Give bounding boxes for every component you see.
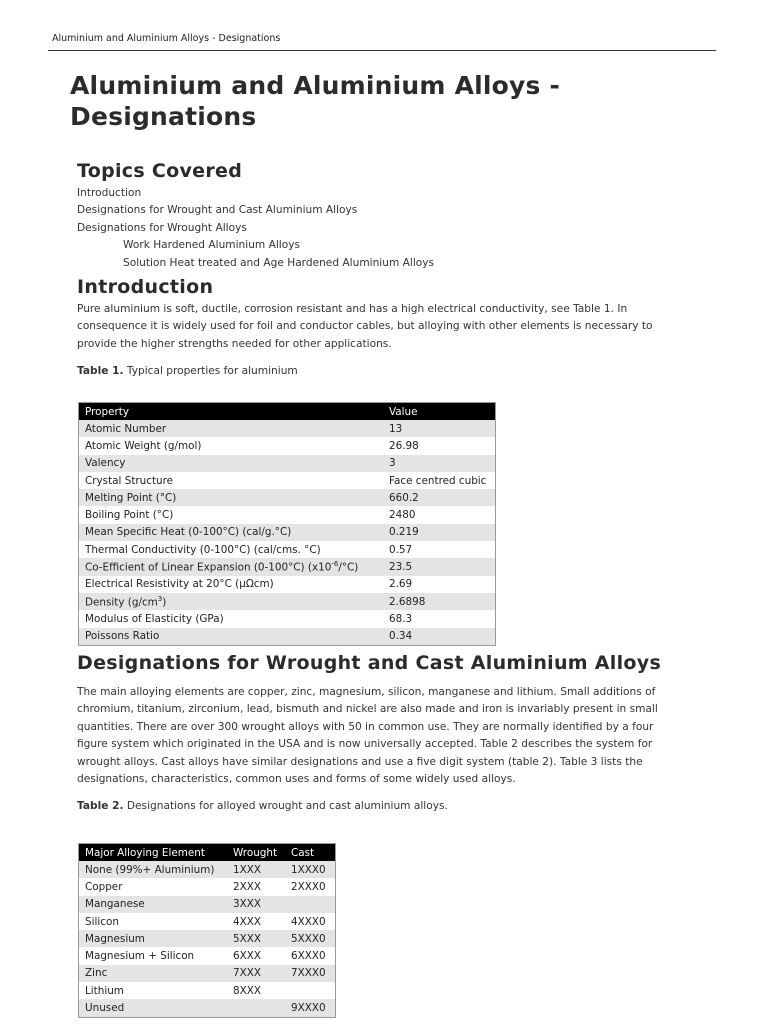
table-row (79, 524, 496, 541)
expansion-label: Co-Efficient of Linear Expansion (0-100°C) (x10 (85, 561, 332, 574)
designations-paragraph: The main alloying elements are copper, zinc, magnesium, silicon, manganese and lithium. Small additions of chromium, titanium, zirconium, lead, bismuth and nickel are also made and iron is invariably present in small quantities. There are over 300 wrought alloys with 50 in common use. They are normally identified by a four figure system which originated in the USA and is now universally accepted. Table 2 describes the system for wrought alloys. Cast alloys have similar designations and use a five digit system (table 2). Table 3 lists the designations, characteristics, common uses and forms of some widely used alloys. (77, 686, 658, 786)
table-row (79, 913, 336, 930)
page-title: Aluminium and Aluminium Alloys - Designations (70, 71, 561, 131)
table2-header-element: Major Alloying Element (79, 844, 228, 862)
value-cell: 0.57 (383, 541, 496, 558)
cast-cell (285, 896, 336, 913)
topics-covered (77, 160, 434, 272)
value-cell: 13 (383, 420, 496, 437)
property-cell (79, 558, 384, 575)
table-row (79, 861, 336, 878)
property-cell: Electrical Resistivity at 20°C (µΩcm) (79, 576, 384, 593)
designations-section (77, 652, 677, 816)
table2-caption-label: Table 2. (77, 800, 124, 813)
table-row (79, 999, 336, 1017)
table2-caption (77, 798, 677, 815)
cast-cell: 2XXX0 (285, 878, 336, 895)
table-row (79, 558, 496, 575)
table-row (79, 455, 496, 472)
table-row (79, 489, 496, 506)
property-cell: Crystal Structure (79, 472, 384, 489)
wrought-cell: 1XXX (227, 861, 285, 878)
table-row (79, 576, 496, 593)
property-cell: Atomic Weight (g/mol) (79, 437, 384, 454)
value-cell: 23.5 (383, 558, 496, 575)
table2-header-cast: Cast (285, 844, 336, 862)
table-row (79, 628, 496, 646)
table-alloy-designations (78, 843, 336, 1018)
element-cell: Zinc (79, 965, 228, 982)
table-row (79, 420, 496, 437)
introduction-heading: Introduction (77, 276, 214, 298)
property-cell: Melting Point (°C) (79, 489, 384, 506)
topic-link-designations-wrought[interactable]: Designations for Wrought Alloys (77, 221, 247, 234)
value-cell: 0.34 (383, 628, 496, 646)
introduction-paragraph: Pure aluminium is soft, ductile, corrosion resistant and has a high electrical conductivity, see Table 1. In consequence it is widely used for foil and conductor cables, but alloying with other elements is necessary to provide the higher strengths needed for other applications. (77, 303, 653, 350)
running-head: Aluminium and Aluminium Alloys - Designations (52, 33, 281, 44)
value-cell: 3 (383, 455, 496, 472)
page-title-block (70, 70, 690, 132)
element-cell: Magnesium + Silicon (79, 947, 228, 964)
value-cell: 2480 (383, 506, 496, 523)
property-cell: Thermal Conductivity (0-100°C) (cal/cms. °C) (79, 541, 384, 558)
expansion-exponent: -6 (331, 560, 339, 569)
wrought-cell: 5XXX (227, 930, 285, 947)
topic-link-heat-treated[interactable]: Solution Heat treated and Age Hardened Aluminium Alloys (123, 256, 435, 269)
table1-caption-label: Table 1. (77, 365, 124, 378)
wrought-cell: 2XXX (227, 878, 285, 895)
expansion-label-tail: /°C) (338, 561, 359, 574)
topic-link-introduction[interactable]: Introduction (77, 187, 142, 199)
value-cell: 660.2 (383, 489, 496, 506)
header-rule (48, 50, 716, 51)
table-row (79, 610, 496, 627)
table2-caption-text: Designations for alloyed wrought and cast aluminium alloys. (126, 800, 448, 813)
value-cell: 26.98 (383, 437, 496, 454)
property-cell (79, 593, 384, 610)
designations-heading: Designations for Wrought and Cast Aluminium Alloys (77, 652, 662, 674)
element-cell: Copper (79, 878, 228, 895)
property-cell: Poissons Ratio (79, 628, 384, 646)
table-row (79, 437, 496, 454)
density-label-tail: ) (162, 596, 167, 609)
element-cell: Lithium (79, 982, 228, 999)
table-row (79, 965, 336, 982)
topic-link-work-hardened[interactable]: Work Hardened Aluminium Alloys (123, 239, 301, 252)
element-cell: Silicon (79, 913, 228, 930)
table-row (79, 930, 336, 947)
table-aluminium-properties (78, 402, 496, 646)
topic-link-designations-wrought-cast[interactable]: Designations for Wrought and Cast Aluminium Alloys (77, 204, 358, 217)
value-cell: 68.3 (383, 610, 496, 627)
table-row (79, 896, 336, 913)
table1-header-property: Property (79, 403, 384, 421)
property-cell: Mean Specific Heat (0-100°C) (cal/g.°C) (79, 524, 384, 541)
value-cell: 2.69 (383, 576, 496, 593)
element-cell: Unused (79, 999, 228, 1017)
cast-cell: 5XXX0 (285, 930, 336, 947)
topics-heading: Topics Covered (77, 160, 243, 182)
table2-header-wrought: Wrought (227, 844, 285, 862)
cast-cell: 7XXX0 (285, 965, 336, 982)
wrought-cell: 7XXX (227, 965, 285, 982)
table1-caption-text: Typical properties for aluminium (126, 365, 298, 378)
table-row (79, 541, 496, 558)
property-cell: Boiling Point (°C) (79, 506, 384, 523)
density-label: Density (g/cm (85, 596, 158, 609)
cast-cell: 1XXX0 (285, 861, 336, 878)
cast-cell: 6XXX0 (285, 947, 336, 964)
wrought-cell: 8XXX (227, 982, 285, 999)
table-row (79, 982, 336, 999)
density-exponent: 3 (157, 594, 163, 603)
wrought-cell: 3XXX (227, 896, 285, 913)
table-row (79, 506, 496, 523)
introduction-section (77, 276, 677, 381)
cast-cell: 4XXX0 (285, 913, 336, 930)
table1-header-value: Value (383, 403, 496, 421)
value-cell: 2.6898 (383, 593, 496, 610)
cast-cell (285, 982, 336, 999)
wrought-cell: 6XXX (227, 947, 285, 964)
cast-cell: 9XXX0 (285, 999, 336, 1017)
property-cell: Atomic Number (79, 420, 384, 437)
property-cell: Modulus of Elasticity (GPa) (79, 610, 384, 627)
element-cell: Manganese (79, 896, 228, 913)
value-cell: Face centred cubic (383, 472, 496, 489)
wrought-cell: 4XXX (227, 913, 285, 930)
value-cell: 0.219 (383, 524, 496, 541)
element-cell: None (99%+ Aluminium) (79, 861, 228, 878)
wrought-cell (227, 999, 285, 1017)
table-row (79, 472, 496, 489)
element-cell: Magnesium (79, 930, 228, 947)
property-cell: Valency (79, 455, 384, 472)
table1-caption (77, 363, 677, 380)
table-row (79, 947, 336, 964)
table-row (79, 593, 496, 610)
table-row (79, 878, 336, 895)
